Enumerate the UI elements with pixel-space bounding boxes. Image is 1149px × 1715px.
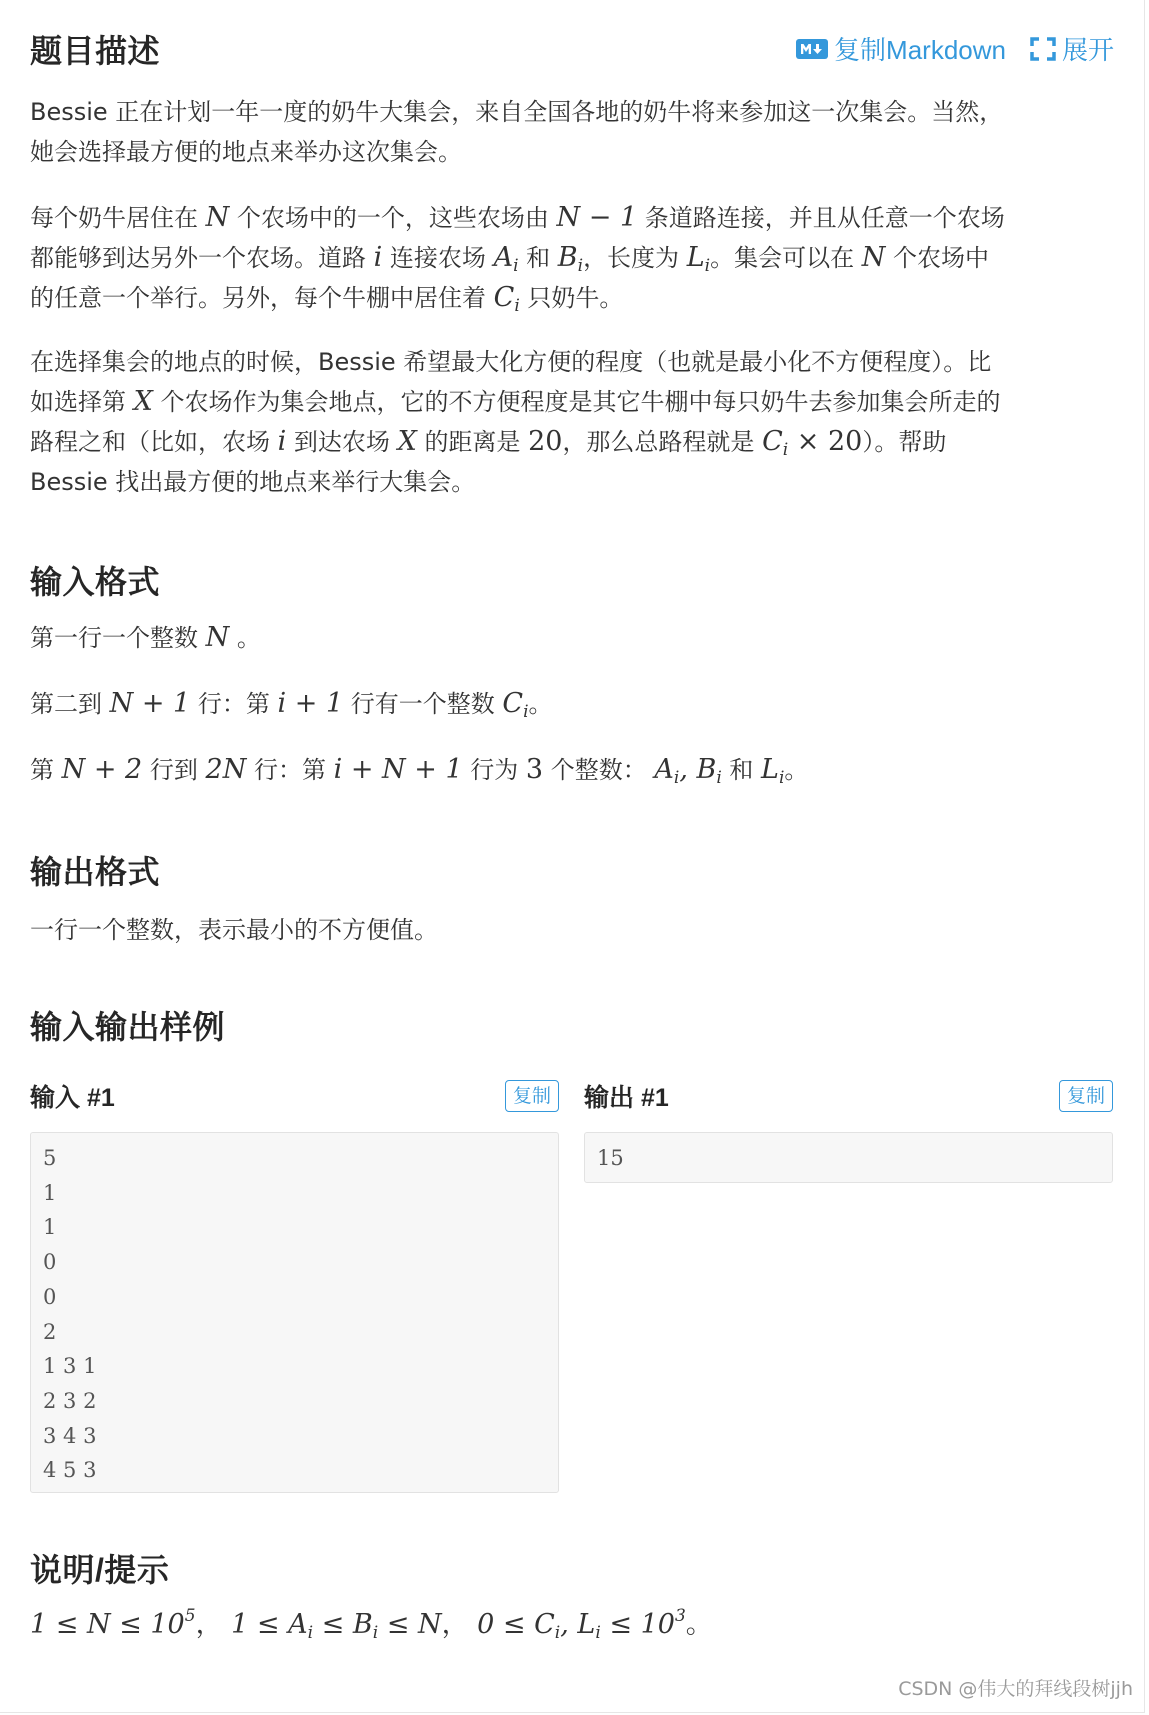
output-format-title: 输出格式 (30, 854, 161, 890)
text: ≤ 10 (600, 1609, 675, 1640)
sample-output-code[interactable]: 15 (584, 1132, 1113, 1183)
text: 路程之和（比如，农场 (30, 428, 270, 456)
input-format-body (30, 618, 1113, 790)
math-i: i (373, 242, 383, 273)
expand-label: 展开 (1061, 35, 1114, 65)
math-X: X (397, 426, 417, 457)
description-body (30, 92, 1113, 502)
math-L: L (761, 754, 779, 785)
text: 每个奶牛居住在 (30, 204, 198, 232)
text: , L (560, 1609, 596, 1640)
math-N-minus-1: N − 1 (556, 202, 638, 233)
math-20: 20 (528, 426, 563, 457)
math-C-i (493, 282, 520, 316)
sup-3: 3 (674, 1606, 686, 1626)
description-title: 题目描述 (30, 33, 161, 69)
math-A-i (493, 242, 519, 276)
math-i: i (277, 426, 287, 457)
watermark: CSDN @伟大的拜线段树jjh (898, 1678, 1133, 1700)
text: 个农场作为集会地点，它的不方便程度是其它牛棚中每只奶牛去参加集会所走的 (160, 388, 1001, 416)
text: ）。帮助 (862, 428, 947, 456)
text: 行：第 (253, 756, 326, 784)
math-times-20: × 20 (788, 426, 863, 457)
input-format-title: 输入格式 (30, 564, 161, 600)
input-format-line-1 (30, 618, 1113, 658)
sample-output-block (584, 1078, 1113, 1183)
description-paragraph-1 (30, 92, 1113, 172)
text: 个农场中的一个，这些农场由 (236, 204, 549, 232)
math-C: C (502, 688, 524, 719)
description-p1-line1: Bessie 正在计划一年一度的奶牛大集会，来自全国各地的奶牛将来参加这一次集会。当然， (30, 98, 1004, 126)
math-L-i (761, 754, 785, 788)
math-B: B (696, 754, 717, 785)
text: 如选择第 (30, 388, 126, 416)
text: 0 ≤ C (477, 1609, 555, 1640)
sub-i: i (513, 256, 519, 276)
math-N: N (205, 622, 230, 653)
sample-input-label: 输入 #1 (30, 1084, 115, 1112)
text: 。 (236, 624, 261, 652)
math-L-i (686, 242, 711, 276)
description-p1-line2: 她会选择最方便的地点来举办这次集会。 (30, 138, 462, 166)
sub-i: i (554, 1623, 561, 1643)
math-B: B (557, 242, 578, 273)
text: 个整数： (550, 756, 647, 784)
text: 行有一个整数 (350, 690, 495, 718)
input-format-line-2 (30, 684, 1113, 724)
output-format-line-1: 一行一个整数，表示最小的不方便值。 (30, 916, 438, 944)
text: 。 (685, 1609, 713, 1640)
markdown-icon (796, 39, 828, 59)
sub-i: i (778, 768, 785, 788)
text: 的距离是 (424, 428, 521, 456)
text: 条道路连接，并且从任意一个农场 (644, 204, 1005, 232)
description-paragraph-3 (30, 342, 1113, 502)
copy-markdown-label: 复制Markdown (834, 35, 1006, 65)
hint-title: 说明/提示 (30, 1552, 170, 1588)
text: ， (441, 1609, 469, 1640)
input-format-line-3 (30, 750, 1113, 790)
math-N: N (861, 242, 886, 273)
text: 行：第 (197, 690, 270, 718)
output-format-body (30, 910, 438, 950)
sample-input-block (30, 1078, 559, 1493)
text: 行为 (470, 756, 519, 784)
sub-i: i (523, 702, 529, 722)
text: 第二到 (30, 690, 102, 718)
expand-button[interactable] (1030, 30, 1114, 67)
text: 1 ≤ A (231, 1609, 308, 1640)
text: 连接农场 (389, 244, 486, 272)
hint-constraint-AB (231, 1609, 442, 1643)
text: 。 (784, 756, 809, 784)
math-N-plus-1: N + 1 (109, 688, 191, 719)
math-2N: 2N (205, 754, 247, 785)
text: Bessie 找出最方便的地点来举行大集会。 (30, 468, 476, 496)
copy-output-button[interactable]: 复制 (1059, 1080, 1113, 1112)
text: ，那么总路程就是 (562, 428, 755, 456)
math-L: L (686, 242, 705, 273)
sub-i: i (514, 296, 520, 316)
expand-icon (1030, 37, 1056, 61)
math-C-times-20 (762, 426, 863, 460)
sub-i: i (673, 768, 680, 788)
sub-i: i (595, 1623, 601, 1643)
text: 行到 (149, 756, 198, 784)
math-C: C (493, 282, 515, 313)
math-B-i (557, 242, 584, 276)
text: 。集会可以在 (710, 244, 855, 272)
text: ，长度为 (583, 244, 680, 272)
text: ≤ N (378, 1609, 442, 1640)
math-A: A (493, 242, 514, 273)
sample-output-label: 输出 #1 (584, 1084, 669, 1112)
hint-constraint-N (30, 1606, 196, 1640)
copy-input-button[interactable]: 复制 (505, 1080, 559, 1112)
text: 在选择集会的地点的时候，Bessie 希望最大化方便的程度（也就是最小化不方便程度）。比 (30, 348, 992, 376)
text: 和 (729, 756, 754, 784)
sub-i: i (577, 256, 584, 276)
sub-i: i (782, 440, 789, 460)
math-A: A (654, 754, 674, 785)
text: 第 (30, 756, 54, 784)
text: 个农场中 (892, 244, 989, 272)
math-N-plus-2: N + 2 (61, 754, 143, 785)
sup-5: 5 (184, 1606, 196, 1626)
text: 第一行一个整数 (30, 624, 198, 652)
math-3: 3 (525, 754, 544, 785)
hint-body (30, 1605, 713, 1645)
text: 都能够到达另外一个农场。道路 (30, 244, 366, 272)
text: 。 (528, 690, 553, 718)
sample-output-header (584, 1078, 1113, 1114)
math-A-B-i: $A_i$, $B_i$ (654, 754, 722, 788)
sub-i: i (704, 256, 711, 276)
text: 的任意一个举行。另外，每个牛棚中居住着 (30, 284, 486, 312)
math-i-plus-1: i + 1 (277, 688, 344, 719)
sample-input-header (30, 1078, 559, 1114)
sample-input-code[interactable]: 5 1 1 0 0 2 1 3 1 2 3 2 3 4 3 4 5 3 (30, 1132, 559, 1493)
text: 只奶牛。 (527, 284, 624, 312)
samples-title: 输入输出样例 (30, 1009, 226, 1045)
hint-constraint-CL (477, 1606, 686, 1643)
toolbar (796, 30, 1114, 67)
text: 和 (526, 244, 551, 272)
math-i-plus-N-plus-1: i + N + 1 (333, 754, 463, 785)
sub-i: i (716, 768, 722, 788)
text: ≤ B (313, 1609, 373, 1640)
text: 1 ≤ N ≤ 10 (30, 1609, 185, 1640)
math-C: C (762, 426, 783, 457)
math-N: N (205, 202, 230, 233)
sub-i: i (307, 1623, 314, 1643)
math-X: X (133, 386, 153, 417)
text: ， (195, 1609, 223, 1640)
math-C-i (502, 688, 529, 722)
copy-markdown-button[interactable] (796, 30, 1006, 67)
description-paragraph-2 (30, 198, 1113, 318)
text: 到达农场 (293, 428, 390, 456)
hint-line (30, 1605, 713, 1645)
sub-i: i (372, 1623, 379, 1643)
